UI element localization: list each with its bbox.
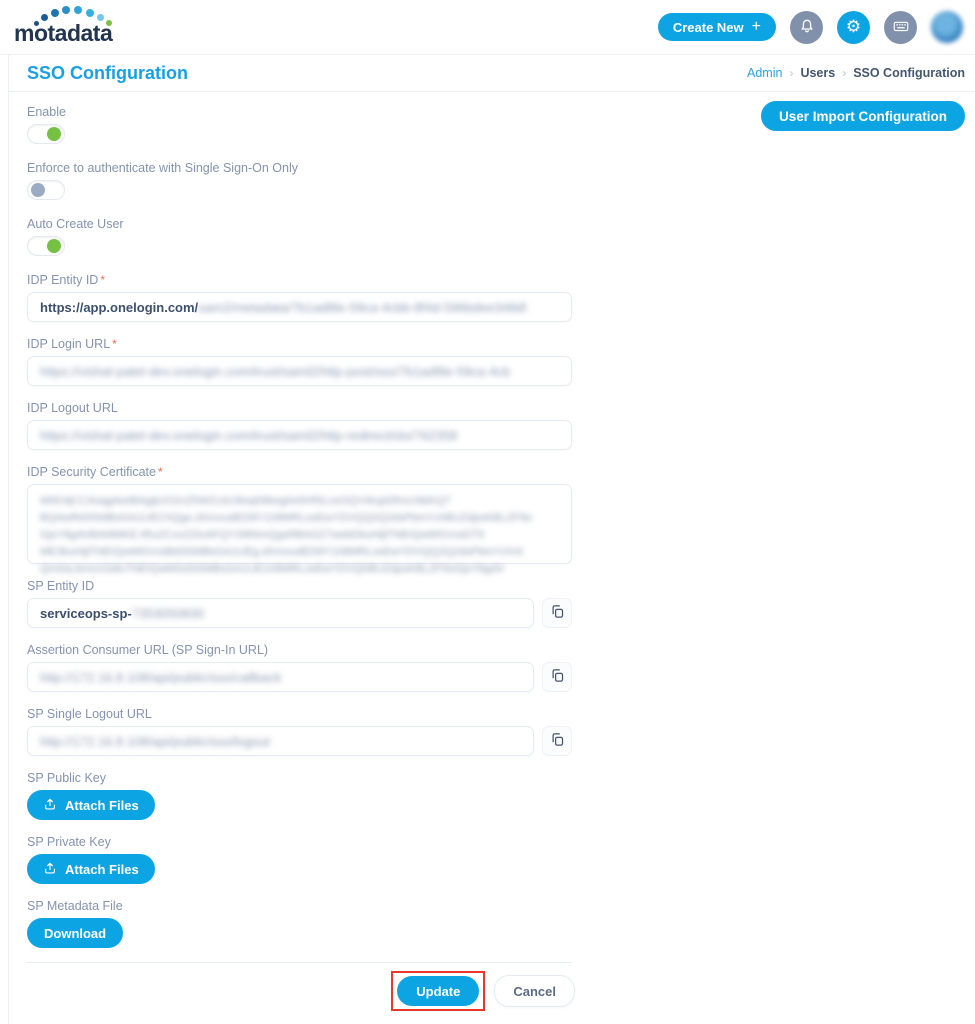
user-import-configuration-button[interactable]: User Import Configuration — [761, 101, 965, 131]
toggle-knob — [47, 239, 61, 253]
form-actions — [27, 971, 575, 1011]
idp-security-certificate-group — [27, 464, 572, 575]
settings-button[interactable] — [837, 11, 870, 44]
auto-create-user-toggle-group — [27, 216, 975, 256]
logo-dot — [51, 9, 59, 17]
enforce-sso-label: Enforce to authenticate with Single Sign-On Only — [27, 161, 298, 175]
breadcrumb — [747, 66, 965, 80]
sp-public-key-group — [27, 770, 572, 820]
plus-icon: + — [751, 18, 761, 35]
redacted-text: https://vishal-patel-dev.onelogin.com/trust/saml2/http-post/sso/7b1ad8le-59ca-4cb — [40, 363, 511, 379]
idp-login-url-label: IDP Login URL * — [27, 337, 117, 351]
notifications-button[interactable] — [790, 11, 823, 44]
sp-public-key-label: SP Public Key — [27, 771, 106, 785]
required-asterisk: * — [100, 273, 105, 287]
copy-icon — [550, 604, 565, 622]
keyboard-icon — [892, 17, 910, 38]
copy-sp-single-logout-url-button[interactable] — [542, 726, 572, 756]
idp-entity-id-label: IDP Entity ID * — [27, 273, 105, 287]
page-title: SSO Configuration — [27, 62, 188, 83]
redacted-text: MIID4jCCAsqgAwIBAgijUO2nZ5WZrzlcSkwj09bog0o5HfSLvsOQV4tujd2fnvcNbKQ7 — [40, 495, 451, 507]
assertion-consumer-url-group — [27, 642, 572, 692]
upload-icon — [43, 797, 57, 814]
toggle-knob — [47, 127, 61, 141]
upload-icon — [43, 861, 57, 878]
redacted-text: 7353050830 — [131, 605, 205, 621]
cancel-button[interactable]: Cancel — [494, 975, 575, 1007]
redacted-text: GjsY8gAVBAMMKE.tRuZCxxZZluAFQY2t8NmQgsRBAGZ7webDkuHijlTNEIQwMGVxd2T9 — [40, 529, 485, 541]
required-asterisk: * — [112, 337, 117, 351]
breadcrumb-admin[interactable]: Admin — [747, 66, 783, 80]
idp-logout-url-input[interactable] — [27, 420, 572, 450]
enforce-sso-toggle-group — [27, 160, 975, 200]
logo-dot — [86, 9, 94, 17]
chevron-right-icon: › — [842, 66, 847, 80]
idp-logout-url-group — [27, 400, 572, 450]
sp-metadata-file-group — [27, 898, 572, 948]
create-new-button[interactable]: Create New + — [658, 13, 776, 41]
page-header — [9, 55, 975, 92]
keyboard-shortcuts-button[interactable] — [884, 11, 917, 44]
sp-entity-id-input[interactable]: serviceops-sp- 7353050830 — [27, 598, 534, 628]
sp-entity-id-group — [27, 578, 572, 628]
redacted-text: BQAwRd3SMBsGA1UEChQgs.dXmxudED8Y108MRLssEwYDVQQ2Q2dsPbmYchBUZdpsKBLZF9o — [40, 512, 532, 524]
logo-dot — [74, 6, 82, 14]
copy-icon — [550, 732, 565, 750]
update-button[interactable]: Update — [397, 976, 479, 1006]
user-avatar[interactable] — [931, 11, 963, 43]
gear-icon: ⚙ — [845, 16, 862, 37]
form-divider — [27, 962, 572, 963]
assertion-consumer-url-label: Assertion Consumer URL (SP Sign-In URL) — [27, 643, 269, 657]
sp-metadata-file-label: SP Metadata File — [27, 899, 123, 913]
redacted-text: http://172.16.8.108/api/public/sso/callback — [40, 669, 282, 685]
enable-toggle[interactable] — [27, 124, 65, 144]
idp-security-certificate-label: IDP Security Certificate * — [27, 465, 163, 479]
redacted-text: sam2/metadata/7b1ad8le-59ca-4cbb-8f4d-596bdee348dl — [198, 299, 527, 315]
redacted-text: https://vishal-patel-dev.onelogin.com/trust/saml2/http-redirect/slo/762358 — [40, 427, 458, 443]
motadata-logo — [14, 6, 132, 48]
attach-sp-public-key-button[interactable]: Attach Files — [27, 790, 155, 820]
sp-entity-id-label: SP Entity ID — [27, 579, 95, 593]
idp-login-url-input[interactable] — [27, 356, 572, 386]
idp-security-certificate-textarea[interactable] — [27, 484, 572, 575]
idp-entity-id-input[interactable]: https://app.onelogin.com/ sam2/metadata/7b1ad8le-59ca-4cbb-8f4d-596bdee348dl — [27, 292, 572, 322]
bell-icon — [798, 17, 816, 38]
redacted-text: http://172.16.8.108/api/public/sso/logout — [40, 733, 270, 749]
enforce-sso-toggle[interactable] — [27, 180, 65, 200]
navbar-actions — [658, 11, 963, 44]
assertion-consumer-url-input[interactable] — [27, 662, 534, 692]
auto-create-user-toggle[interactable] — [27, 236, 65, 256]
attach-sp-private-key-button[interactable]: Attach Files — [27, 854, 155, 884]
enable-label: Enable — [27, 105, 66, 119]
download-sp-metadata-button[interactable]: Download — [27, 918, 123, 948]
sso-configuration-form — [9, 92, 975, 1011]
idp-login-url-group — [27, 336, 572, 386]
copy-sp-entity-id-button[interactable] — [542, 598, 572, 628]
redacted-text: ME3kuHijlTNEIQwMGVxd8d3SMBsGA1UEg.dXmxudED8Y108MRLssEwYDVQQ2Q2dsPbmYclVd — [40, 546, 523, 558]
content-panel — [8, 55, 975, 1024]
breadcrumb-sso-configuration: SSO Configuration — [853, 66, 965, 80]
idp-entity-id-group — [27, 272, 572, 322]
redacted-text: Qm0sLbms1GdlxTNEIQwMGd3SMBsGA1UE108MRLssEwYDVQhBUZdpsKBLZF9oGjsY8gAV — [40, 563, 505, 575]
toggle-knob — [31, 183, 45, 197]
sp-single-logout-url-label: SP Single Logout URL — [27, 707, 152, 721]
idp-logout-url-label: IDP Logout URL — [27, 401, 118, 415]
auto-create-user-label: Auto Create User — [27, 217, 124, 231]
breadcrumb-users[interactable]: Users — [800, 66, 836, 80]
logo-text: motadata — [14, 20, 113, 46]
sp-private-key-label: SP Private Key — [27, 835, 111, 849]
copy-assertion-consumer-url-button[interactable] — [542, 662, 572, 692]
copy-icon — [550, 668, 565, 686]
update-highlight-annotation — [391, 971, 485, 1011]
top-navbar — [0, 0, 975, 55]
sp-private-key-group — [27, 834, 572, 884]
sp-single-logout-url-input[interactable] — [27, 726, 534, 756]
chevron-right-icon: › — [789, 66, 794, 80]
sp-single-logout-url-group — [27, 706, 572, 756]
logo-dot — [62, 6, 70, 14]
required-asterisk: * — [157, 465, 163, 479]
